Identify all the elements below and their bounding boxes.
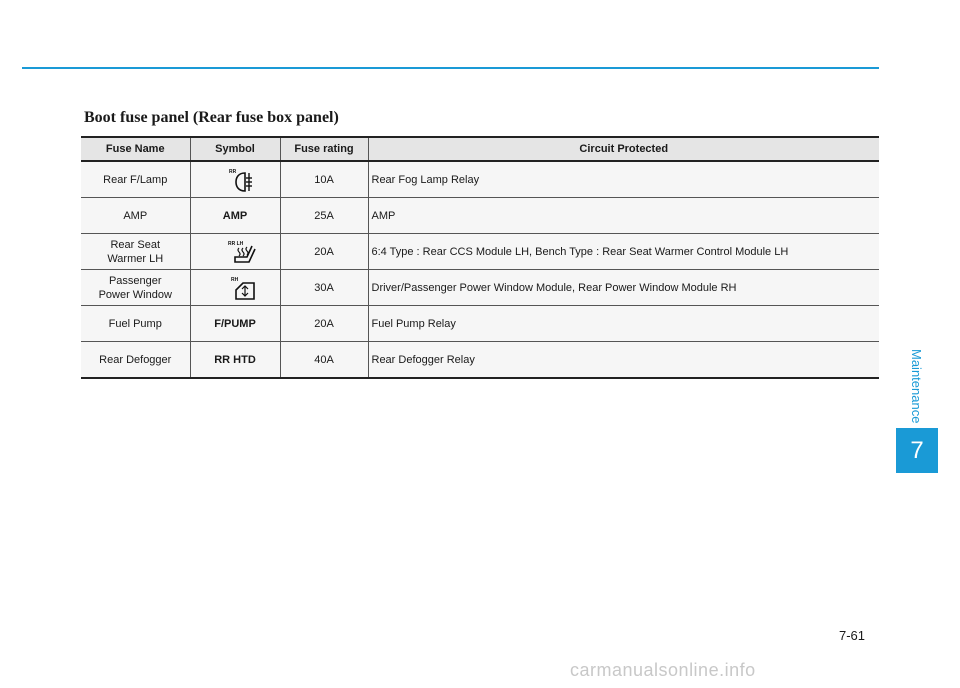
table-row	[81, 270, 879, 306]
header-circuit-protected: Circuit Protected	[368, 137, 879, 161]
fuse-name-cell	[81, 198, 190, 234]
circuit-protected: 6:4 Type : Rear CCS Module LH, Bench Type : Rear Seat Warmer Control Module LH	[368, 234, 879, 270]
power-window-icon	[205, 272, 265, 304]
fuse-rating: 20A	[280, 234, 368, 270]
circuit-protected: Rear Fog Lamp Relay	[368, 161, 879, 198]
symbol-cell	[190, 306, 280, 342]
symbol-text: AMP	[222, 209, 248, 222]
table-row	[81, 306, 879, 342]
symbol-cell	[190, 198, 280, 234]
fuse-name: Rear Defogger	[99, 353, 172, 366]
fuse-table	[81, 136, 879, 379]
circuit-protected: Driver/Passenger Power Window Module, Rear Power Window Module RH	[368, 270, 879, 306]
section-title: Boot fuse panel (Rear fuse box panel)	[84, 109, 339, 126]
chapter-label: Maintenance	[909, 348, 924, 424]
circuit-protected: Rear Defogger Relay	[368, 342, 879, 379]
table-header-row	[81, 137, 879, 161]
fuse-rating: 10A	[280, 161, 368, 198]
symbol-text-wrap	[205, 308, 265, 340]
circuit-protected: AMP	[368, 198, 879, 234]
fuse-name: AMP	[123, 209, 148, 222]
watermark: carmanualsonline.info	[570, 660, 756, 680]
symbol-tag: RR LH	[228, 240, 244, 247]
fuse-name: Rear F/Lamp	[103, 173, 168, 186]
fuse-rating: 20A	[280, 306, 368, 342]
header-symbol: Symbol	[190, 137, 280, 161]
rear-fog-lamp-icon	[205, 164, 265, 196]
fuse-name-cell	[81, 234, 190, 270]
header-fuse-name: Fuse Name	[81, 137, 190, 161]
symbol-cell	[190, 342, 280, 379]
symbol-cell	[190, 161, 280, 198]
seat-warmer-icon	[205, 236, 265, 268]
symbol-text: RR HTD	[214, 353, 256, 366]
symbol-tag: RR	[229, 168, 237, 175]
top-rule	[22, 67, 879, 69]
symbol-cell	[190, 270, 280, 306]
fuse-name-cell	[81, 161, 190, 198]
fuse-name-cell	[81, 342, 190, 379]
symbol-text-wrap	[205, 200, 265, 232]
table-row	[81, 161, 879, 198]
table-row	[81, 234, 879, 270]
fuse-name-cell	[81, 306, 190, 342]
table-row	[81, 342, 879, 379]
symbol-text: F/PUMP	[214, 317, 256, 330]
symbol-text-wrap	[205, 344, 265, 376]
circuit-protected: Fuel Pump Relay	[368, 306, 879, 342]
fuse-rating: 25A	[280, 198, 368, 234]
fuse-rating: 30A	[280, 270, 368, 306]
chapter-tab: 7	[896, 428, 938, 473]
fuse-name: Rear Seat Warmer LH	[107, 238, 164, 265]
fuse-name: Passenger Power Window	[98, 274, 172, 301]
page-number: 7-61	[839, 628, 866, 643]
fuse-name-cell	[81, 270, 190, 306]
fuse-name: Fuel Pump	[108, 317, 162, 330]
symbol-tag: RH	[231, 276, 239, 283]
symbol-cell	[190, 234, 280, 270]
header-fuse-rating: Fuse rating	[280, 137, 368, 161]
table-row	[81, 198, 879, 234]
fuse-rating: 40A	[280, 342, 368, 379]
